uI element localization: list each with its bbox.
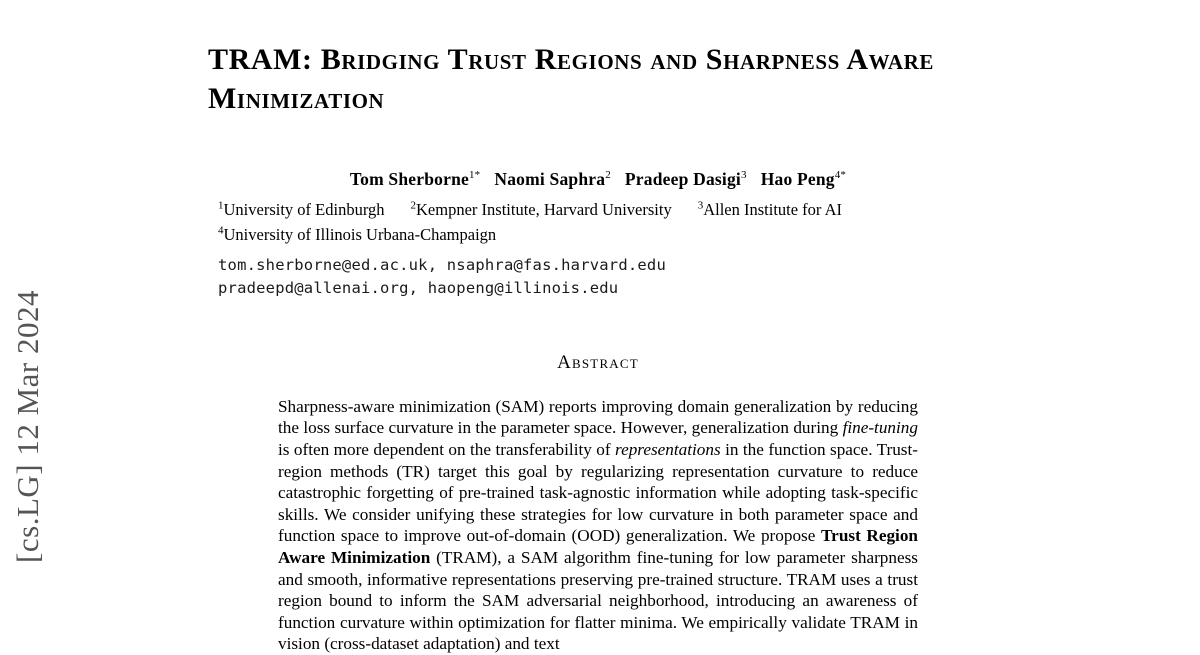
author-entry: Hao Peng$^{4*}$ bbox=[760, 168, 847, 189]
author-entry: Tom Sherborne$^{1*}$ bbox=[349, 168, 481, 189]
author-entry: Naomi Saphra$^2$ bbox=[494, 168, 611, 189]
affiliation-item: $^3$Allen Institute for AI bbox=[697, 199, 843, 220]
affiliation-item: $^4$University of Illinois Urbana-Champaign bbox=[218, 224, 497, 244]
affiliation-line bbox=[218, 220, 978, 245]
abstract-part: is often more dependent on the transferability of bbox=[278, 440, 616, 460]
author-marks: 4* bbox=[834, 169, 847, 181]
author-list bbox=[218, 164, 978, 191]
affiliation-item: $^2$Kempner Institute, Harvard University bbox=[410, 199, 672, 220]
email-line: tom.sherborne@ed.ac.uk, nsaphra@fas.harvard.edu bbox=[218, 255, 666, 274]
abstract-text bbox=[278, 396, 918, 655]
abstract-part: (TRAM), a SAM algorithm fine-tuning for low parameter sharpness and smooth, informative representations preserving pre-trained structure. TRAM uses a trust region bound to inform the SAM adversarial neighborhood, introducing an awareness of function curvature within optimization for flatter minima. We empirically validate TRAM in vision (cross-dataset adaptation) and text bbox=[278, 547, 918, 654]
email-line: pradeepd@allenai.org, haopeng@illinois.edu bbox=[218, 278, 619, 297]
abstract-part: Sharpness-aware minimization (SAM) reports improving domain generalization by reducing the loss surface curvature in the parameter space. However, generalization during bbox=[278, 396, 918, 438]
abstract-part-italic: representations bbox=[615, 440, 721, 460]
author-emails bbox=[218, 254, 978, 300]
page-title bbox=[208, 40, 998, 118]
author-marks: 2 bbox=[605, 169, 611, 181]
arxiv-vertical-stamp: [cs.LG] 12 Mar 2024 bbox=[10, 290, 45, 563]
author-marks: 3 bbox=[740, 169, 747, 181]
affiliation-line bbox=[218, 196, 978, 221]
abstract-part-bold: Trust Region Aware Minimization bbox=[278, 526, 918, 567]
abstract-heading: Abstract bbox=[557, 351, 639, 373]
author-entry: Pradeep Dasigi$^3$ bbox=[624, 168, 747, 189]
affiliation-item: $^1$University of Edinburgh bbox=[218, 199, 385, 220]
abstract-part: in the function space. Trust-region methods (TR) target this goal by regularizing representation curvature to reduce catastrophic forgetting of pre-trained task-agnostic information while adopting task-specific skills. We consider unifying these strategies for low curvature in both parameter space and function space to improve out-of-domain (OOD) generalization. We propose bbox=[278, 440, 918, 546]
paper-content bbox=[208, 40, 998, 655]
abstract-part-italic: fine-tuning bbox=[842, 418, 918, 438]
author-marks: 1* bbox=[468, 169, 481, 181]
author-names bbox=[350, 169, 846, 189]
affiliation-list bbox=[218, 196, 978, 245]
title-text: TRAM: Bridging Trust Regions and Sharpness Aware Minimization bbox=[208, 43, 935, 115]
